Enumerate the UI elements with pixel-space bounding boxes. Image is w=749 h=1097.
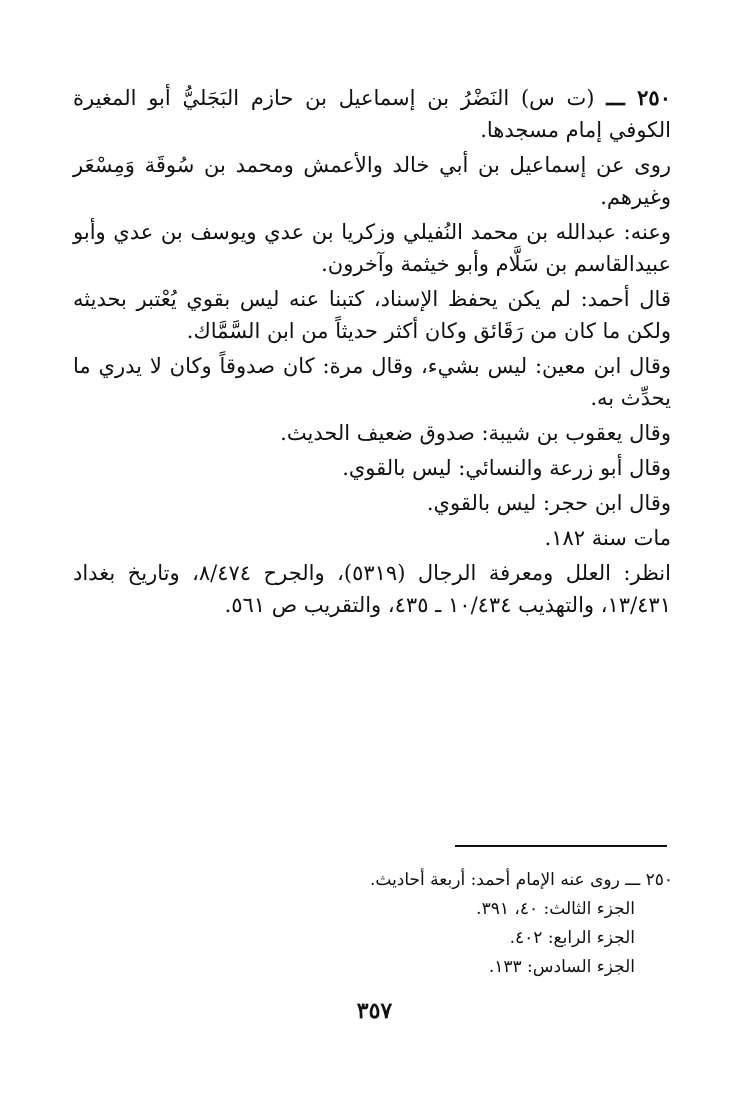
footnote-volume-line: الجزء الثالث: ٤٠، ٣٩١. (476, 899, 635, 919)
page-number: ٣٥٧ (356, 998, 393, 1024)
entry-heading (73, 82, 671, 146)
entry-heading-text: (ت س) النَضْرُ بن إسماعيل بن حازم البَجَليُّ أبو المغيرة الكوفي إمام مسجدها. (73, 86, 671, 142)
ahmad-opinion-paragraph: قال أحمد: لم يكن يحفظ الإسناد، كتبنا عنه ليس بقوي يُعْتبر بحديثه ولكن ما كان من رَقَائق وكان أكثر حديثاً من ابن السَّمَّاك. (73, 287, 671, 343)
narrators-paragraph: وعنه: عبدالله بن محمد النُفيلي وزكريا بن عدي ويوسف بن عدي وأبو عبيدالقاسم بن سَلَّام وأبو خيثمة وآخرون. (73, 220, 671, 276)
footnote-volume-line: الجزء الرابع: ٤٠٢. (509, 928, 635, 948)
abu-zura-opinion-paragraph: وقال أبو زرعة والنسائي: ليس بالقوي. (342, 456, 671, 480)
death-year-paragraph: مات سنة ١٨٢. (544, 526, 671, 550)
footnote-separator (455, 845, 667, 847)
footnote-intro: ٢٥٠ ـــ روى عنه الإمام أحمد: أربعة أحاديث. (369, 870, 673, 890)
ibn-maeen-opinion-paragraph: وقال ابن معين: ليس بشيء، وقال مرة: كان صدوقاً وكان لا يدري ما يحدِّث به. (73, 354, 671, 410)
references-paragraph: انظر: العلل ومعرفة الرجال (٥٣١٩)، والجرح ٨/٤٧٤، وتاريخ بغداد ١٣/٤٣١، والتهذيب ١٠/٤٣٤ ـ ٤٣٥، والتقريب ص ٥٦١. (73, 561, 671, 617)
footnote-volume-line: الجزء السادس: ١٣٣. (488, 957, 635, 977)
narrated-from-paragraph: روى عن إسماعيل بن أبي خالد والأعمش ومحمد بن سُوقَة وَمِسْعَر وغيرهم. (73, 153, 671, 209)
yaqub-opinion-paragraph: وقال يعقوب بن شيبة: صدوق ضعيف الحديث. (280, 421, 671, 445)
footnote-section (73, 866, 673, 982)
biography-entry (73, 82, 671, 624)
entry-number: ٢٥٠ ـــ (606, 85, 671, 110)
ibn-hajar-opinion-paragraph: وقال ابن حجر: ليس بالقوي. (426, 491, 671, 515)
